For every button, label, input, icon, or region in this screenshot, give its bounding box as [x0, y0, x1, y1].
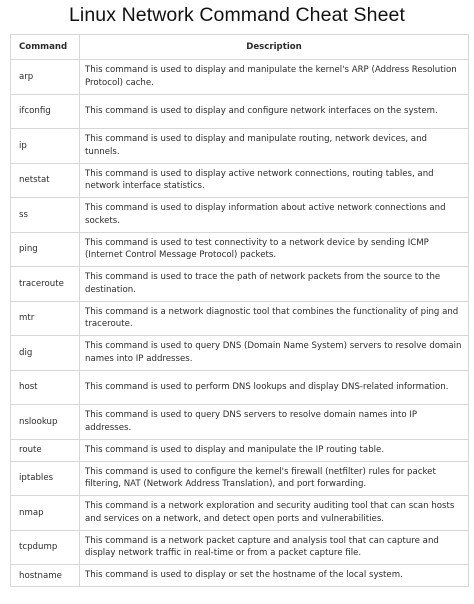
table-row — [11, 565, 469, 587]
command-cell: iptables — [11, 461, 80, 496]
description-cell: This command is used to display and manipulate the IP routing table. — [80, 439, 469, 461]
description-cell: This command is a network exploration and security auditing tool that can scan hosts and services on a network, and detect open ports and vulnerabilities. — [80, 496, 469, 531]
description-cell: This command is used to display and configure network interfaces on the system. — [80, 94, 469, 129]
command-cell: host — [11, 370, 80, 405]
command-cell: route — [11, 439, 80, 461]
command-cell: arp — [11, 60, 80, 95]
table-row — [11, 163, 469, 198]
table-row — [11, 370, 469, 405]
table-header-row — [11, 35, 469, 60]
table-row — [11, 336, 469, 371]
command-cell: ifconfig — [11, 94, 80, 129]
column-header-command: Command — [11, 35, 80, 60]
table-row — [11, 461, 469, 496]
command-cell: traceroute — [11, 267, 80, 302]
description-cell: This command is a network packet capture and analysis tool that can capture and display network traffic in real-time or from a packet capture file. — [80, 530, 469, 565]
description-cell: This command is used to display information about active network connections and sockets. — [80, 198, 469, 233]
table-row — [11, 530, 469, 565]
command-cell: nslookup — [11, 405, 80, 440]
description-cell: This command is used to query DNS servers to resolve domain names into IP addresses. — [80, 405, 469, 440]
command-cell: ip — [11, 129, 80, 164]
description-cell: This command is used to display and manipulate the kernel's ARP (Address Resolution Protocol) cache. — [80, 60, 469, 95]
description-cell: This command is used to configure the kernel's firewall (netfilter) rules for packet filtering, NAT (Network Address Translation), and port forwarding. — [80, 461, 469, 496]
description-cell: This command is used to display active network connections, routing tables, and network interface statistics. — [80, 163, 469, 198]
command-cell: nmap — [11, 496, 80, 531]
page-title: Linux Network Command Cheat Sheet — [68, 4, 406, 26]
table-row — [11, 405, 469, 440]
description-cell: This command is a network diagnostic tool that combines the functionality of ping and traceroute. — [80, 301, 469, 336]
table-row — [11, 198, 469, 233]
command-cell: hostname — [11, 565, 80, 587]
command-cell: dig — [11, 336, 80, 371]
description-cell: This command is used to query DNS (Domain Name System) servers to resolve domain names into IP addresses. — [80, 336, 469, 371]
description-cell: This command is used to perform DNS lookups and display DNS-related information. — [80, 370, 469, 405]
table-row — [11, 129, 469, 164]
command-cell: ss — [11, 198, 80, 233]
column-header-description: Description — [80, 35, 469, 60]
description-cell: This command is used to display or set the hostname of the local system. — [80, 565, 469, 587]
table-row — [11, 94, 469, 129]
table-row — [11, 439, 469, 461]
command-table — [10, 34, 469, 587]
description-cell: This command is used to display and manipulate routing, network devices, and tunnels. — [80, 129, 469, 164]
command-cell: netstat — [11, 163, 80, 198]
command-cell: mtr — [11, 301, 80, 336]
table-row — [11, 60, 469, 95]
command-cell: tcpdump — [11, 530, 80, 565]
table-row — [11, 301, 469, 336]
description-cell: This command is used to trace the path of network packets from the source to the destination. — [80, 267, 469, 302]
command-cell: ping — [11, 232, 80, 267]
description-cell: This command is used to test connectivity to a network device by sending ICMP (Internet Control Message Protocol) packets. — [80, 232, 469, 267]
table-row — [11, 267, 469, 302]
table-row — [11, 496, 469, 531]
table-row — [11, 232, 469, 267]
